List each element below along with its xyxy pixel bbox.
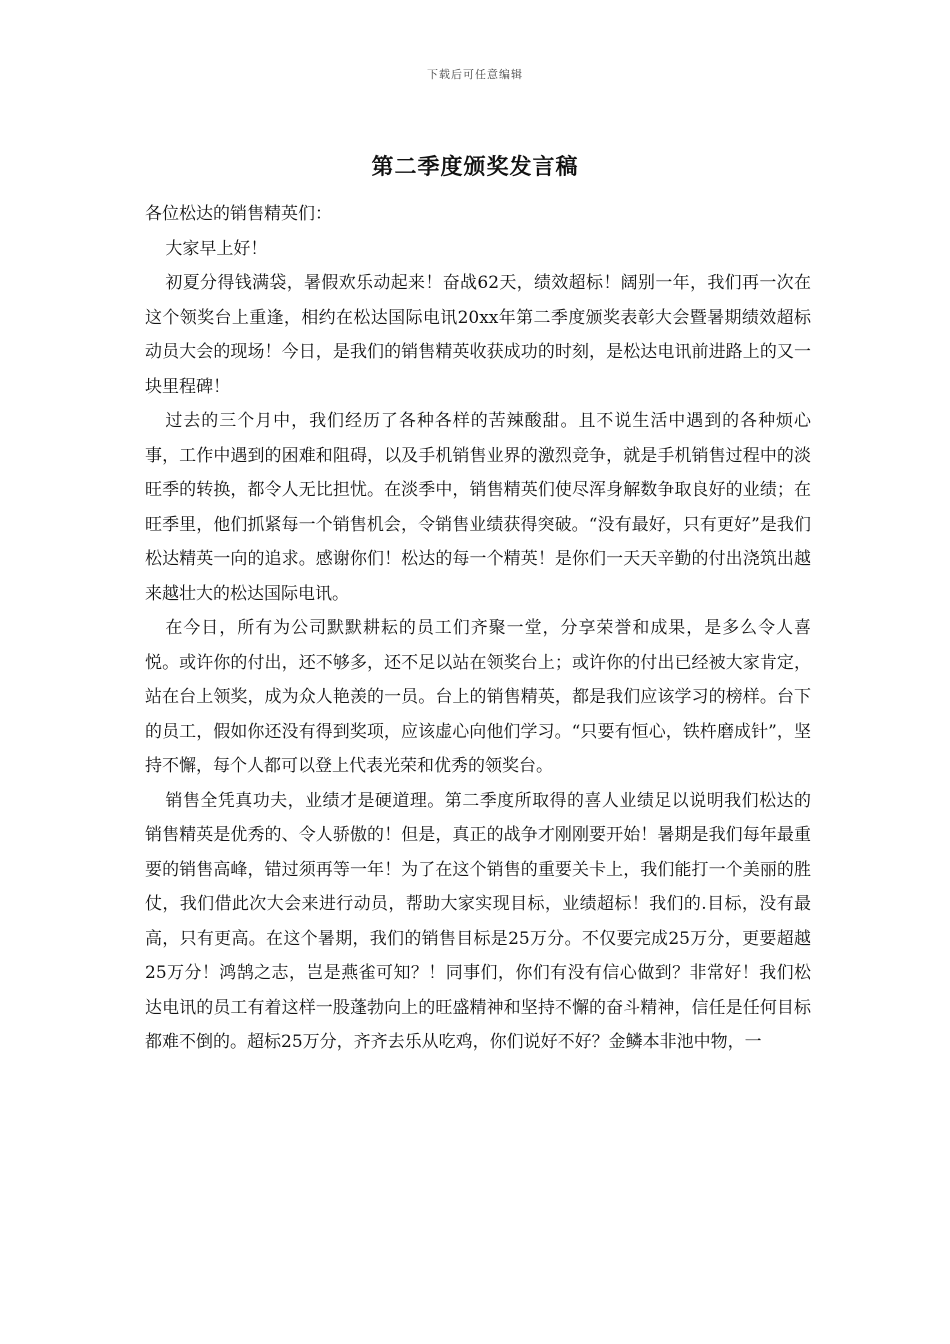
document-body <box>145 197 811 1060</box>
page-header-note: 下载后可任意编辑 <box>427 68 523 81</box>
greeting: 大家早上好！ <box>165 238 268 259</box>
body-paragraph: 过去的三个月中，我们经历了各种各样的苦辣酸甜。且不说生活中遇到的各种烦心事，工作中遇到的困难和阻碍，以及手机销售业界的激烈竞争，就是手机销售过程中的淡旺季的转换，都令人无比担忧。在淡季中，销售精英们使尽浑身解数争取良好的业绩；在旺季里，他们抓紧每一个销售机会，令销售业绩获得突破。“没有最好，只有更好”是我们松达精英一向的追求。感谢你们！松达的每一个精英！是你们一天天辛勤的付出浇筑出越来越壮大的松达国际电讯。 <box>145 411 811 604</box>
body-paragraph: 销售全凭真功夫，业绩才是硬道理。第二季度所取得的喜人业绩足以说明我们松达的销售精英是优秀的、令人骄傲的！但是，真正的战争才刚刚要开始！暑期是我们每年最重要的销售高峰，错过须再等一年！为了在这个销售的重要关卡上，我们能打一个美丽的胜仗，我们借此次大会来进行动员，帮助大家实现目标，业绩超标！我们的.目标，没有最高，只有更高。在这个暑期，我们的销售目标是25万分。不仅要完成25万分，更要超越25万分！鸿鹄之志，岂是燕雀可知？！同事们，你们有没有信心做到？非常好！我们松达电讯的员工有着这样一股蓬勃向上的旺盛精神和坚持不懈的奋斗精神，信任是任何目标都难不倒的。超标25万分，齐齐去乐从吃鸡，你们说好不好？金鳞本非池中物，一 <box>145 790 811 1052</box>
salutation: 各位松达的销售精英们： <box>145 204 332 224</box>
body-paragraph: 初夏分得钱满袋，暑假欢乐动起来！奋战62天，绩效超标！阔别一年，我们再一次在这个领奖台上重逢，相约在松达国际电讯20xx年第二季度颁奖表彰大会暨暑期绩效超标动员大会的现场！今日，是我们的销售精英收获成功的时刻，是松达电讯前进路上的又一块里程碑！ <box>145 273 811 397</box>
document-title: 第二季度颁奖发言稿 <box>371 154 579 180</box>
body-paragraph: 在今日，所有为公司默默耕耘的员工们齐聚一堂，分享荣誉和成果，是多么令人喜悦。或许你的付出，还不够多，还不足以站在领奖台上；或许你的付出已经被大家肯定，站在台上领奖，成为众人艳羡的一员。台上的销售精英，都是我们应该学习的榜样。台下的员工，假如你还没有得到奖项，应该虚心向他们学习。“只要有恒心，铁杵磨成针”，坚持不懈，每个人都可以登上代表光荣和优秀的领奖台。 <box>145 618 811 776</box>
